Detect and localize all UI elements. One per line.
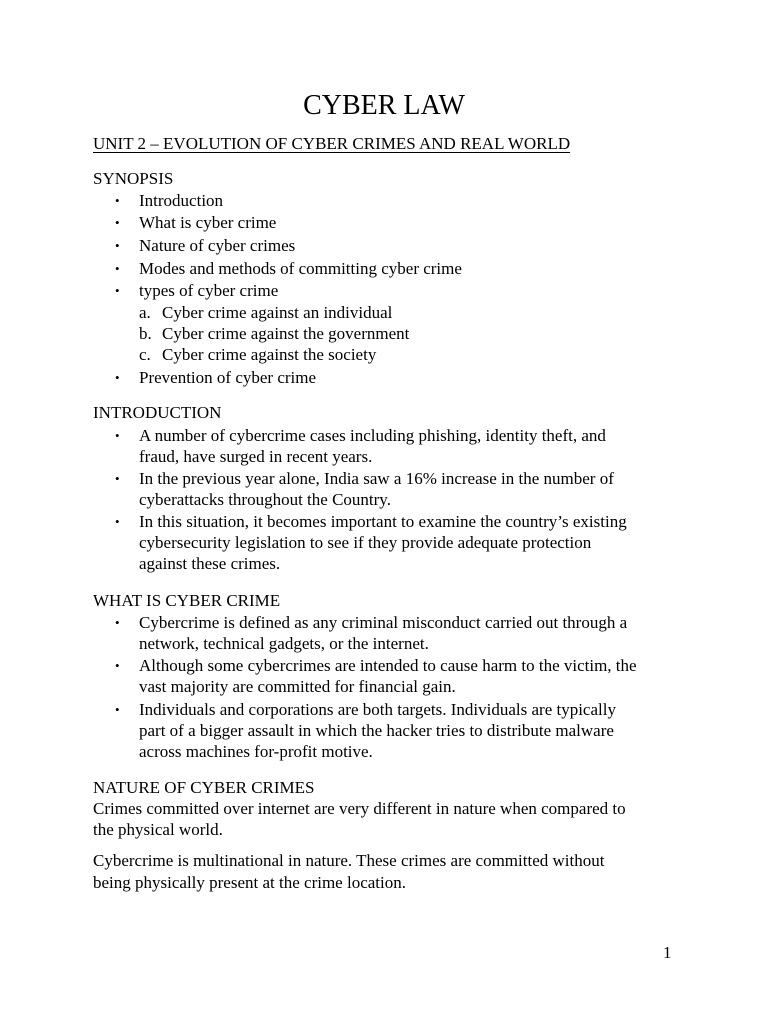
- synopsis-heading: SYNOPSIS: [93, 169, 174, 188]
- bullet-icon: •: [115, 658, 120, 673]
- bullet-icon: •: [115, 238, 120, 253]
- subitem-marker: b.: [139, 324, 152, 343]
- list-item-line: vast majority are committed for financial gain.: [139, 677, 456, 696]
- bullet-icon: •: [115, 514, 120, 529]
- synopsis-subitem: Cyber crime against an individual: [162, 303, 393, 322]
- page-number: 1: [663, 943, 672, 962]
- synopsis-item: Introduction: [139, 191, 224, 210]
- synopsis-item: Modes and methods of committing cyber crime: [139, 259, 462, 278]
- document-title: CYBER LAW: [303, 90, 465, 121]
- synopsis-item: What is cyber crime: [139, 213, 277, 232]
- bullet-icon: •: [115, 471, 120, 486]
- list-item-line: A number of cybercrime cases including phishing, identity theft, and: [139, 426, 606, 445]
- subitem-marker: a.: [139, 303, 151, 322]
- bullet-icon: •: [115, 261, 120, 276]
- paragraph-line: being physically present at the crime location.: [93, 873, 406, 892]
- nature-heading: NATURE OF CYBER CRIMES: [93, 778, 315, 797]
- paragraph-line: Cybercrime is multinational in nature. These crimes are committed without: [93, 851, 605, 870]
- paragraph-line: the physical world.: [93, 820, 223, 839]
- bullet-icon: •: [115, 193, 120, 208]
- synopsis-subitem: Cyber crime against the society: [162, 345, 377, 364]
- bullet-icon: •: [115, 215, 120, 230]
- synopsis-item: types of cyber crime: [139, 281, 279, 300]
- paragraph-line: Crimes committed over internet are very different in nature when compared to: [93, 799, 626, 818]
- what-is-heading: WHAT IS CYBER CRIME: [93, 591, 281, 610]
- bullet-icon: •: [115, 370, 120, 385]
- bullet-icon: •: [115, 428, 120, 443]
- list-item-line: In this situation, it becomes important to examine the country’s existing: [139, 512, 627, 531]
- bullet-icon: •: [115, 615, 120, 630]
- list-item-line: part of a bigger assault in which the hacker tries to distribute malware: [139, 721, 614, 740]
- bullet-icon: •: [115, 702, 120, 717]
- synopsis-item: Prevention of cyber crime: [139, 368, 317, 387]
- list-item-line: across machines for-profit motive.: [139, 742, 373, 761]
- list-item-line: Although some cybercrimes are intended to cause harm to the victim, the: [139, 656, 637, 675]
- list-item-line: In the previous year alone, India saw a 16% increase in the number of: [139, 469, 614, 488]
- list-item-line: against these crimes.: [139, 554, 281, 573]
- subitem-marker: c.: [139, 345, 151, 364]
- list-item-line: network, technical gadgets, or the internet.: [139, 634, 429, 653]
- list-item-line: cybersecurity legislation to see if they provide adequate protection: [139, 533, 592, 552]
- list-item-line: cyberattacks throughout the Country.: [139, 490, 391, 509]
- introduction-heading: INTRODUCTION: [93, 403, 222, 422]
- bullet-icon: •: [115, 283, 120, 298]
- list-item-line: Individuals and corporations are both targets. Individuals are typically: [139, 700, 616, 719]
- list-item-line: Cybercrime is defined as any criminal misconduct carried out through a: [139, 613, 628, 632]
- synopsis-subitem: Cyber crime against the government: [162, 324, 410, 343]
- synopsis-item: Nature of cyber crimes: [139, 236, 296, 255]
- unit-heading: UNIT 2 – EVOLUTION OF CYBER CRIMES AND REAL WORLD: [93, 134, 571, 153]
- list-item-line: fraud, have surged in recent years.: [139, 447, 373, 466]
